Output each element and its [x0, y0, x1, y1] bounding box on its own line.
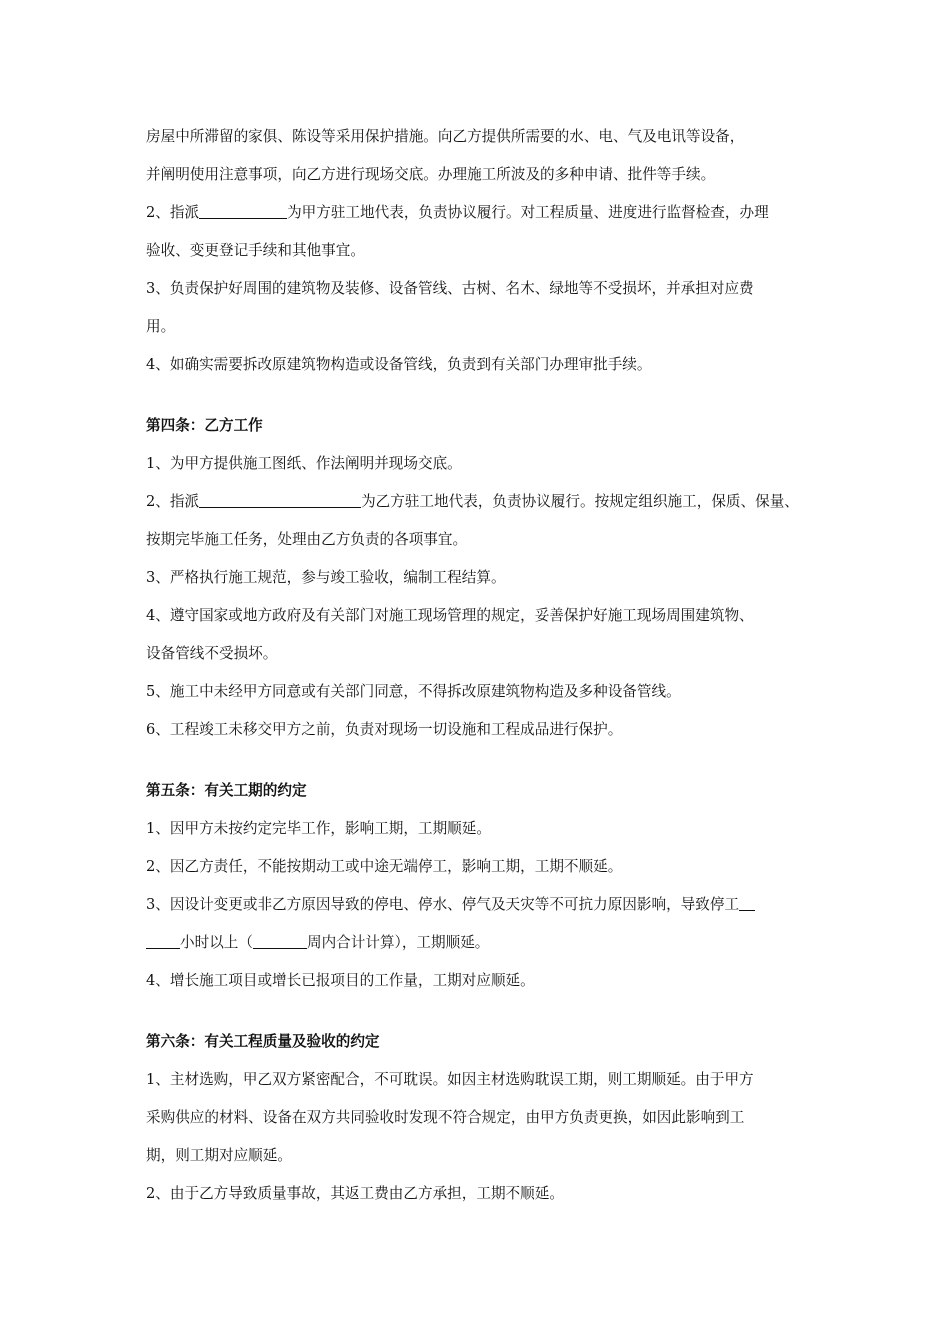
clause-5-3-cont: [146, 924, 810, 962]
paragraph: 按期完毕施工任务，处理由乙方负责的各项事宜。: [146, 531, 468, 548]
paragraph: 4、遵守国家或地方政府及有关部门对施工现场管理的规定，妥善保护好施工现场周围建筑物、: [146, 607, 754, 624]
clause-text: 3、因设计变更或非乙方原因导致的停电、停水、停气及天灾等不可抗力原因影响，导致停工: [146, 896, 740, 913]
document-page: [146, 118, 810, 1213]
section-heading: 第四条：乙方工作: [146, 417, 263, 434]
paragraph: 房屋中所滞留的家俱、陈设等采用保护措施。向乙方提供所需要的水、电、气及电讯等设备，: [146, 128, 745, 145]
paragraph: 期，则工期对应顺延。: [146, 1147, 292, 1164]
paragraph: 4、如确实需要拆改原建筑物构造或设备管线，负责到有关部门办理审批手续。: [146, 356, 652, 373]
clause-text: 小时以上（: [180, 934, 253, 951]
paragraph: 5、施工中未经甲方同意或有关部门同意，不得拆改原建筑物构造及多种设备管线。: [146, 683, 681, 700]
paragraph: 3、严格执行施工规范，参与竣工验收，编制工程结算。: [146, 569, 506, 586]
paragraph: 采购供应的材料、设备在双方共同验收时发现不符合规定，由甲方负责更换，如因此影响到工: [146, 1109, 745, 1126]
clause-5-3: [146, 886, 810, 924]
clause-text: 为甲方驻工地代表，负责协议履行。对工程质量、进度进行监督检查，办理: [287, 204, 769, 221]
clause-yi-2: [146, 483, 810, 521]
clause-text: 2、指派: [146, 493, 200, 510]
fill-in-blank[interactable]: [146, 931, 180, 949]
paragraph: 1、为甲方提供施工图纸、作法阐明并现场交底。: [146, 455, 462, 472]
fill-in-blank[interactable]: [253, 931, 307, 949]
paragraph: 6、工程竣工未移交甲方之前，负责对现场一切设施和工程成品进行保护。: [146, 721, 623, 738]
clause-text: 为乙方驻工地代表，负责协议履行。按规定组织施工，保质、保量、: [361, 493, 799, 510]
paragraph: 1、因甲方未按约定完毕工作，影响工期，工期顺延。: [146, 820, 491, 837]
paragraph: 3、负责保护好周围的建筑物及装修、设备管线、古树、名木、绿地等不受损坏，并承担对应费: [146, 280, 754, 297]
section-heading: 第六条：有关工程质量及验收的约定: [146, 1033, 380, 1050]
paragraph: 用。: [146, 318, 176, 335]
clause-jia-2: [146, 194, 810, 232]
clause-text: 2、指派: [146, 204, 200, 221]
fill-in-blank[interactable]: [199, 490, 361, 508]
paragraph: 2、由于乙方导致质量事故，其返工费由乙方承担，工期不顺延。: [146, 1185, 564, 1202]
paragraph: 并阐明使用注意事项，向乙方进行现场交底。办理施工所波及的多种申请、批件等手续。: [146, 166, 716, 183]
section-heading: 第五条：有关工期的约定: [146, 782, 307, 799]
paragraph: 1、主材选购，甲乙双方紧密配合，不可耽误。如因主材选购耽误工期，则工期顺延。由于甲方: [146, 1071, 754, 1088]
paragraph: 2、因乙方责任，不能按期动工或中途无端停工，影响工期，工期不顺延。: [146, 858, 623, 875]
fill-in-blank[interactable]: [739, 893, 755, 911]
paragraph: 设备管线不受损坏。: [146, 645, 278, 662]
paragraph: 验收、变更登记手续和其他事宜。: [146, 242, 365, 259]
fill-in-blank[interactable]: [199, 201, 287, 219]
clause-text: 周内合计计算），工期顺延。: [306, 934, 490, 951]
paragraph: 4、增长施工项目或增长已报项目的工作量，工期对应顺延。: [146, 972, 535, 989]
